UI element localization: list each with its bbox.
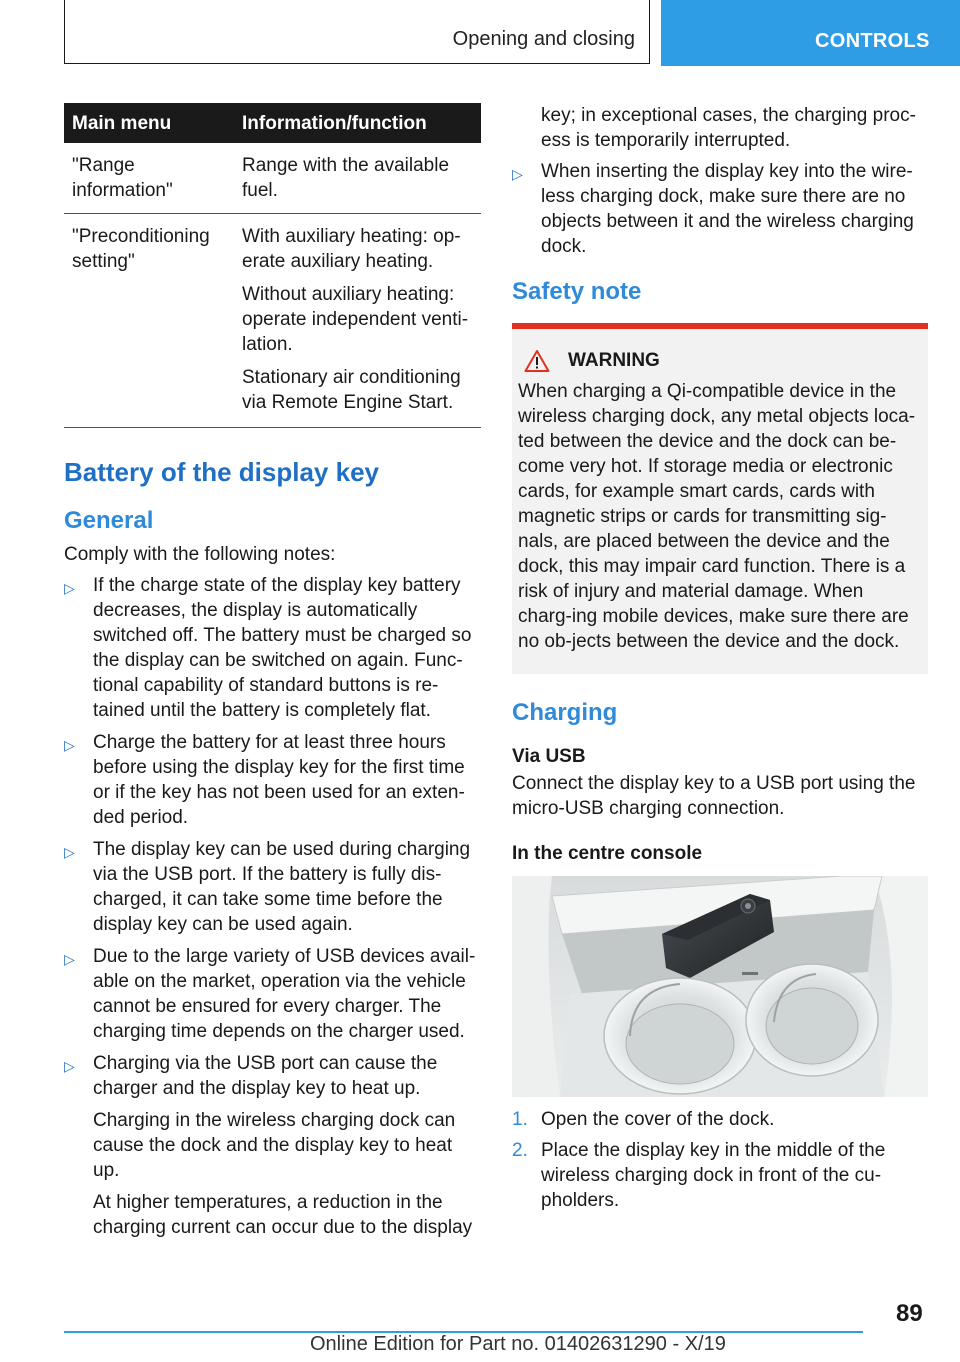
list-item bbox=[512, 1107, 928, 1132]
left-column bbox=[64, 103, 481, 1247]
list-item bbox=[64, 837, 481, 937]
table-header-information: Information/function bbox=[234, 103, 481, 143]
list-item bbox=[512, 159, 928, 259]
table-header-row bbox=[64, 103, 481, 143]
charging-steps-list bbox=[512, 1107, 928, 1213]
section-title: Opening and closing bbox=[452, 28, 635, 50]
triangle-bullet-icon: ▷ bbox=[64, 737, 75, 753]
centre-console-heading: In the centre console bbox=[512, 843, 703, 864]
table-row bbox=[64, 214, 481, 428]
list-item bbox=[64, 944, 481, 1044]
list-item-text: Charging via the USB port can cause the charger and the display key to heat up. bbox=[93, 1053, 438, 1099]
via-usb-heading: Via USB bbox=[512, 746, 586, 767]
battery-heading: Battery of the display key bbox=[64, 457, 379, 487]
list-item-text: If the charge state of the display key battery decreases, the display is automatically switched off. The battery must be charged so the display can be switched on again. Func-tional capability of standard buttons is re-tained until the battery is completely flat. bbox=[93, 575, 472, 721]
warning-body: When charging a Qi-compatible device in the wireless charging dock, any metal objects loca-ted between the device and the dock can be-come very hot. If storage media or electronic cards, for example smart cards, cards with magnetic strips or cards for transmitting sig-nals, are placed between the device and the dock, this may impair card function. There is a risk of injury and material damage. When charg-ing mobile devices, make sure there are no ob-jects between the device and the dock. bbox=[518, 381, 916, 652]
list-item-text: At higher temperatures, a reduction in the charging current can occur due to the display bbox=[93, 1192, 473, 1238]
list-item bbox=[64, 573, 481, 723]
warning-title bbox=[518, 349, 922, 373]
warning-label: WARNING bbox=[568, 350, 660, 371]
continued-text: key; in exceptional cases, the charging proc-ess is temporarily interrupted. bbox=[541, 105, 916, 151]
info-text: With auxiliary heating: op-erate auxiliary heating. bbox=[242, 226, 461, 272]
table-cell-info bbox=[234, 143, 481, 214]
list-item-text: Due to the large variety of USB devices avail-able on the market, operation via the vehicle cannot be ensured for every charger. The charging time depends on the charger used. bbox=[93, 946, 476, 1042]
triangle-bullet-icon: ▷ bbox=[64, 580, 75, 596]
right-column bbox=[512, 103, 928, 1219]
page-header bbox=[0, 0, 960, 66]
battery-notes-list bbox=[64, 573, 481, 1240]
footer-edition-text: Online Edition for Part no. 01402631290 - X/19 bbox=[310, 1333, 726, 1355]
list-item-text: Charge the battery for at least three hours before using the display key for the first time or if the key has not been used for an exten-ded period. bbox=[93, 732, 465, 828]
list-item bbox=[512, 1138, 928, 1213]
info-text: Stationary air conditioning via Remote Engine Start. bbox=[242, 367, 461, 413]
charging-heading: Charging bbox=[512, 699, 618, 726]
table-cell-info bbox=[234, 214, 481, 428]
triangle-bullet-icon: ▷ bbox=[64, 1058, 75, 1074]
info-text: Range with the available fuel. bbox=[242, 155, 450, 201]
via-usb-text: Connect the display key to a USB port using the micro-USB charging connection. bbox=[512, 773, 916, 819]
page-number: 89 bbox=[896, 1300, 923, 1327]
table-header-main-menu: Main menu bbox=[64, 103, 234, 143]
triangle-bullet-icon: ▷ bbox=[512, 166, 523, 182]
list-item-text: Charging in the wireless charging dock can cause the dock and the display key to heat up. bbox=[93, 1110, 456, 1181]
list-item-text: When inserting the display key into the wire-less charging dock, make sure there are no objects between it and the wireless charging dock. bbox=[541, 161, 914, 257]
warning-box bbox=[512, 323, 928, 674]
step-number: 1. bbox=[512, 1109, 528, 1130]
triangle-bullet-icon: ▷ bbox=[64, 844, 75, 860]
section-tab bbox=[64, 0, 650, 64]
step-number: 2. bbox=[512, 1140, 528, 1161]
info-text: Without auxiliary heating: operate independent venti-lation. bbox=[242, 284, 469, 355]
list-item-text: The display key can be used during charging via the USB port. If the battery is fully dis-charged, it can take some time before the display key can be used again. bbox=[93, 839, 471, 935]
triangle-bullet-icon: ▷ bbox=[64, 951, 75, 967]
chapter-title: CONTROLS bbox=[815, 30, 930, 52]
dock-notes-list bbox=[512, 159, 928, 259]
centre-console-image bbox=[512, 876, 928, 1097]
table-row bbox=[64, 143, 481, 214]
table-cell-menu: "Range information" bbox=[64, 143, 234, 214]
warning-triangle-icon bbox=[524, 349, 550, 373]
table-cell-menu: "Preconditioning setting" bbox=[64, 214, 234, 428]
general-heading: General bbox=[64, 507, 154, 534]
main-menu-table bbox=[64, 103, 481, 428]
general-intro: Comply with the following notes: bbox=[64, 544, 336, 565]
list-item bbox=[64, 730, 481, 830]
step-text: Place the display key in the middle of the wireless charging dock in front of the cu-pholders. bbox=[541, 1140, 886, 1211]
safety-note-heading: Safety note bbox=[512, 278, 642, 305]
list-item bbox=[64, 1051, 481, 1240]
chapter-tab bbox=[661, 0, 960, 66]
step-text: Open the cover of the dock. bbox=[541, 1109, 775, 1130]
centre-console-illustration bbox=[512, 876, 928, 1097]
